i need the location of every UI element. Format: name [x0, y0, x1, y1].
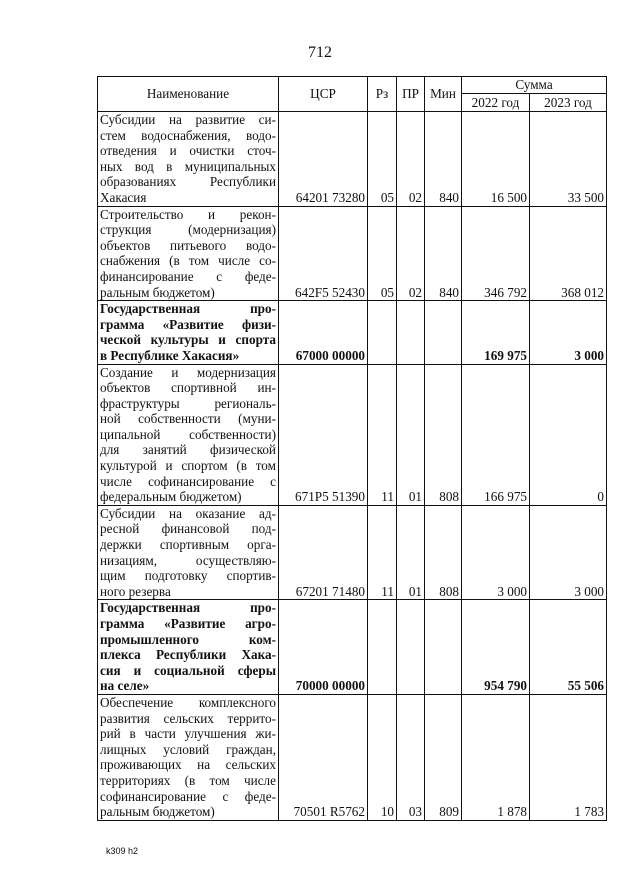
table-body	[98, 112, 607, 821]
table-row	[98, 364, 607, 505]
row-name-line: промышленного ком-	[100, 631, 276, 647]
row-csr: 70501 R5762	[279, 694, 368, 820]
row-csr: 642F5 52430	[279, 206, 368, 301]
row-name-line: территориях (в том числе	[100, 772, 276, 788]
row-name-line: лищных условий граждан,	[100, 741, 276, 757]
row-rz: 11	[368, 364, 397, 505]
header-min: Мин	[425, 77, 462, 112]
row-name-line: федеральным бюджетом)	[100, 489, 242, 505]
row-name-line: в Республике Хакасия»	[100, 347, 240, 363]
table-row	[98, 694, 607, 820]
row-sum-2023: 55 506	[530, 600, 607, 695]
row-sum-2023: 0	[530, 364, 607, 505]
row-name-line: Государственная про-	[100, 301, 276, 317]
row-name-line: софинансирование с феде-	[100, 788, 276, 804]
header-rz: Рз	[368, 77, 397, 112]
row-name-line: Субсидии на оказание ад-	[100, 505, 276, 521]
table-header	[98, 77, 607, 112]
row-sum-2023: 3 000	[530, 505, 607, 600]
row-name	[98, 505, 279, 600]
row-min	[425, 301, 462, 364]
row-csr: 671P5 51390	[279, 364, 368, 505]
row-pr	[397, 301, 425, 364]
header-csr: ЦСР	[279, 77, 368, 112]
budget-table	[97, 76, 607, 821]
row-sum-2022: 1 878	[462, 694, 530, 820]
row-rz	[368, 600, 397, 695]
row-sum-2022: 166 975	[462, 364, 530, 505]
header-year-2022: 2022 год	[462, 94, 530, 112]
row-name-line: объектов питьевого водо-	[100, 237, 276, 253]
table-row	[98, 600, 607, 695]
row-name-line: ного резерва	[100, 583, 171, 599]
header-pr: ПР	[397, 77, 425, 112]
row-name-line: Строительство и рекон-	[100, 206, 276, 222]
table-row	[98, 301, 607, 364]
row-name-line: ной собственности (муни-	[100, 411, 276, 427]
row-pr: 03	[397, 694, 425, 820]
row-name-line: грамма «Развитие физи-	[100, 316, 276, 332]
row-name-line: Субсидии на развитие си-	[100, 112, 276, 127]
row-sum-2023: 3 000	[530, 301, 607, 364]
row-name-line: фраструктуры региональ-	[100, 395, 276, 411]
row-name-line: снабжения (в том числе со-	[100, 253, 276, 269]
row-name	[98, 364, 279, 505]
row-sum-2022: 169 975	[462, 301, 530, 364]
row-name-line: держки спортивным орга-	[100, 537, 276, 553]
row-sum-2022: 954 790	[462, 600, 530, 695]
row-name-line: ресной финансовой под-	[100, 521, 276, 537]
row-name-line: финансирование с феде-	[100, 268, 276, 284]
row-sum-2023: 33 500	[530, 112, 607, 207]
row-sum-2023: 368 012	[530, 206, 607, 301]
row-rz: 05	[368, 112, 397, 207]
row-sum-2023: 1 783	[530, 694, 607, 820]
row-rz: 11	[368, 505, 397, 600]
row-name-line: числе софинансирование с	[100, 473, 276, 489]
header-name: Наименование	[98, 77, 279, 112]
row-name-line: щим подготовку спортив-	[100, 568, 276, 584]
row-rz	[368, 301, 397, 364]
row-name-line: ральным бюджетом)	[100, 804, 215, 820]
row-name-line: развития сельских террито-	[100, 710, 276, 726]
row-name-line: объектов спортивной ин-	[100, 380, 276, 396]
row-name-line: на селе»	[100, 678, 150, 694]
page-number: 712	[308, 44, 332, 61]
row-name-line: ческой культуры и спорта	[100, 332, 276, 348]
header-sum: Сумма	[462, 77, 607, 94]
row-name-line: сия и социальной сферы	[100, 662, 276, 678]
row-name	[98, 600, 279, 695]
table-row	[98, 206, 607, 301]
row-sum-2022: 3 000	[462, 505, 530, 600]
row-name-line: Государственная про-	[100, 600, 276, 616]
header-year-2023: 2023 год	[530, 94, 607, 112]
row-sum-2022: 346 792	[462, 206, 530, 301]
row-name-line: ральным бюджетом)	[100, 284, 215, 300]
row-name-line: проживающих на сельских	[100, 757, 276, 773]
row-min: 840	[425, 112, 462, 207]
row-min: 808	[425, 505, 462, 600]
row-name-line: образованиях Республики	[100, 174, 276, 190]
row-name-line: грамма «Развитие агро-	[100, 616, 276, 631]
row-name	[98, 301, 279, 364]
row-min: 809	[425, 694, 462, 820]
row-sum-2022: 16 500	[462, 112, 530, 207]
row-pr: 02	[397, 112, 425, 207]
row-min: 808	[425, 364, 462, 505]
row-csr: 67201 71480	[279, 505, 368, 600]
row-name-line: ных вод в муниципальных	[100, 158, 276, 174]
row-csr: 67000 00000	[279, 301, 368, 364]
row-pr: 01	[397, 505, 425, 600]
table-row	[98, 112, 607, 207]
row-name-line: Создание и модернизация	[100, 364, 276, 380]
row-name	[98, 694, 279, 820]
row-csr: 70000 00000	[279, 600, 368, 695]
footer-code: k309 h2	[106, 846, 139, 856]
row-rz: 10	[368, 694, 397, 820]
row-csr: 64201 73280	[279, 112, 368, 207]
row-pr	[397, 600, 425, 695]
row-name-line: ципальной собственности)	[100, 426, 276, 442]
row-rz: 05	[368, 206, 397, 301]
row-name-line: отведения и очистки сточ-	[100, 143, 276, 159]
row-min: 840	[425, 206, 462, 301]
row-name-line: рий в части улучшения жи-	[100, 726, 276, 742]
row-pr: 02	[397, 206, 425, 301]
row-name	[98, 206, 279, 301]
row-name-line: Хакасия	[100, 189, 147, 205]
row-name-line: струкция (модернизация)	[100, 222, 276, 238]
row-pr: 01	[397, 364, 425, 505]
row-name-line: стем водоснабжения, водо-	[100, 127, 276, 143]
row-name	[98, 112, 279, 207]
row-name-line: для занятий физической	[100, 442, 276, 458]
row-name-line: низациям, осуществляю-	[100, 552, 276, 568]
table-row	[98, 505, 607, 600]
row-min	[425, 600, 462, 695]
row-name-line: культурой и спортом (в том	[100, 458, 276, 474]
row-name-line: плекса Республики Хака-	[100, 647, 276, 663]
row-name-line: Обеспечение комплексного	[100, 694, 276, 710]
